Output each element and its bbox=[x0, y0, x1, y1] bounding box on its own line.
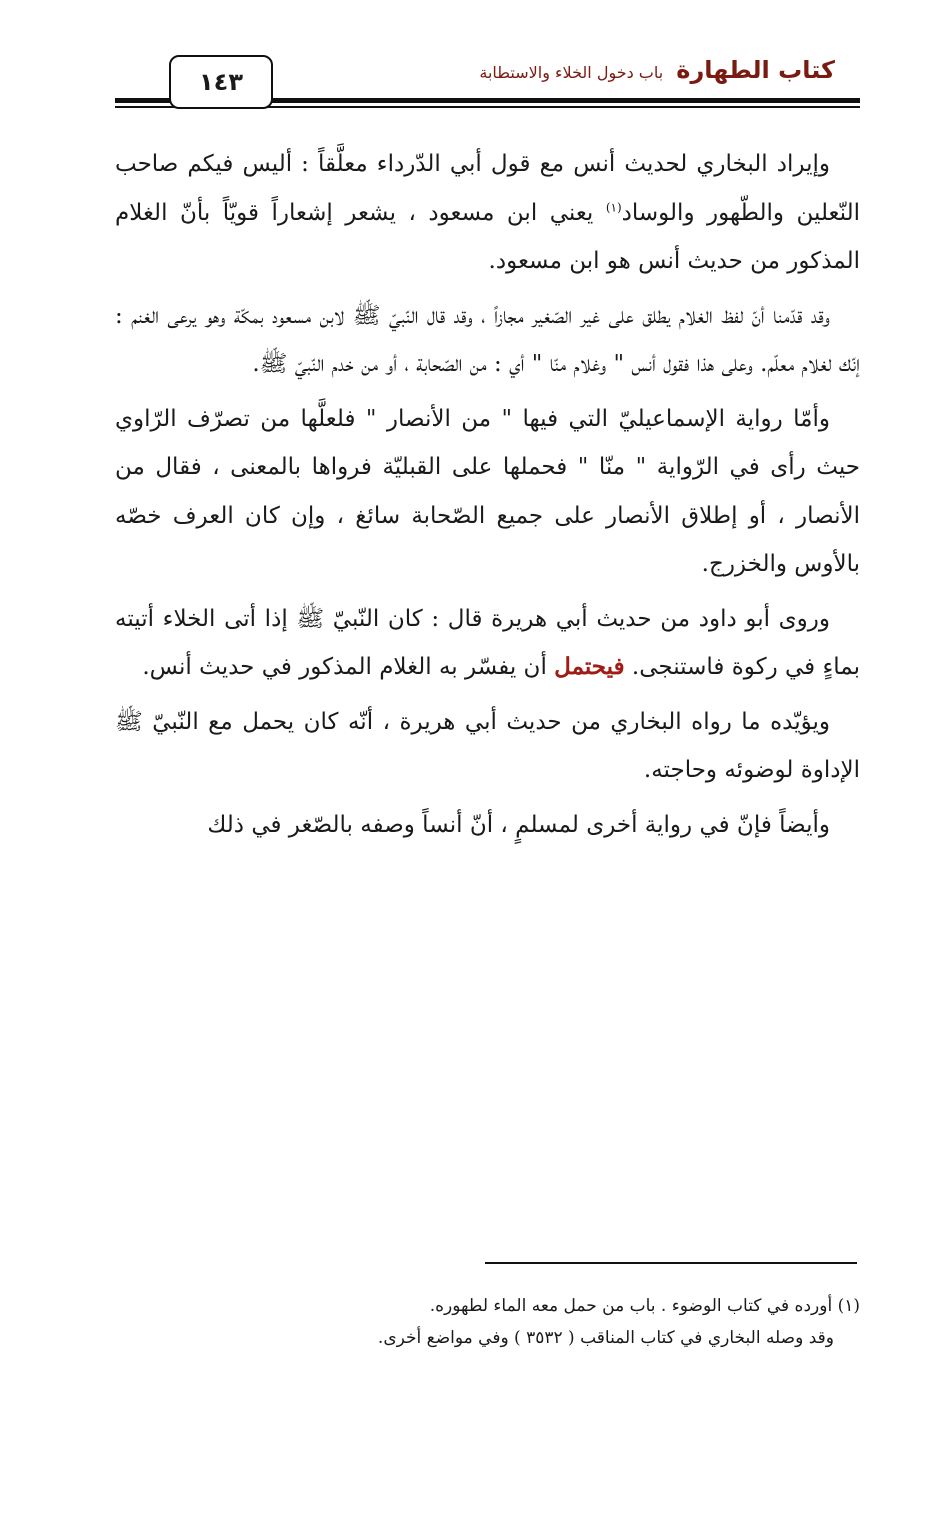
paragraph-2: وقد قدّمنا أنّ لفظ الغلام يطلق على غير الصّغير مجازاً ، وقد قال النّبيّ ﷺ لابن مسعود بمكّة وهو يرعى الغنم : إنّك لغلام معلّم. وعلى هذا فقول أنس " وغلام منّا " أي : من الصّحابة ، أو من خدم النّبيّ ﷺ. bbox=[115, 302, 860, 377]
paragraph-1-text-cont: يعني ابن مسعود ، يشعر إشعاراً قويّاً بأنّ الغلام المذكور من حديث أنس هو ابن مسعود. bbox=[115, 199, 860, 274]
page-header bbox=[115, 50, 860, 110]
paragraph-4-text: وروى أبو داود من حديث أبي هريرة قال : كان النّبيّ ﷺ إذا أتى الخلاء أتيته بماءٍ في ركوة فاستنجى. bbox=[115, 605, 860, 680]
footnotes bbox=[200, 1290, 860, 1354]
footnote-1-continuation: وقد وصله البخاري في كتاب المناقب ( ٣٥٣٢ ) وفي مواضع أخرى. bbox=[377, 1328, 834, 1348]
emphasized-word: فيحتمل bbox=[554, 653, 625, 680]
paragraph-5: ويؤيّده ما رواه البخاري من حديث أبي هريرة ، أنّه كان يحمل مع النّبيّ ﷺ الإداوة لوضوئه وحاجته. bbox=[115, 708, 860, 783]
paragraph-4-text-cont: أن يفسّر به الغلام المذكور في حديث أنس. bbox=[142, 654, 555, 680]
paragraph-6: وأيضاً فإنّ في رواية أخرى لمسلمٍ ، أنّ أنساً وصفه بالصّغر في ذلك bbox=[207, 811, 830, 838]
footnote-ref-1[interactable]: (١) bbox=[605, 199, 622, 214]
chapter-title: باب دخول الخلاء والاستطابة bbox=[479, 63, 664, 82]
book-title: كتاب الطهارة bbox=[676, 56, 835, 84]
paragraph-3: وأمّا رواية الإسماعيليّ التي فيها " من الأنصار " فلعلَّها من تصرّف الرّاوي حيث رأى في الرّواية " منّا " فحملها على القبليّة فرواها بالمعنى ، فقال من الأنصار ، أو إطلاق الأنصار على جميع الصّحابة سائغ ، وإن كان العرف خصّه بالأوس والخزرج. bbox=[115, 405, 860, 577]
footnote-separator bbox=[485, 1262, 857, 1264]
main-text bbox=[115, 140, 860, 855]
paragraph-4 bbox=[115, 595, 860, 692]
paragraph-1-text: وإيراد البخاري لحديث أنس مع قول أبي الدّرداء معلَّقاً : أليس فيكم صاحب النّعلين والطّهور والوساد bbox=[115, 151, 860, 226]
footnote-1: (١) أورده في كتاب الوضوء . باب من حمل معه الماء لطهوره. bbox=[429, 1296, 860, 1316]
running-title bbox=[479, 56, 835, 84]
paragraph-1 bbox=[115, 140, 860, 286]
page-number: ١٤٣ bbox=[169, 55, 273, 109]
